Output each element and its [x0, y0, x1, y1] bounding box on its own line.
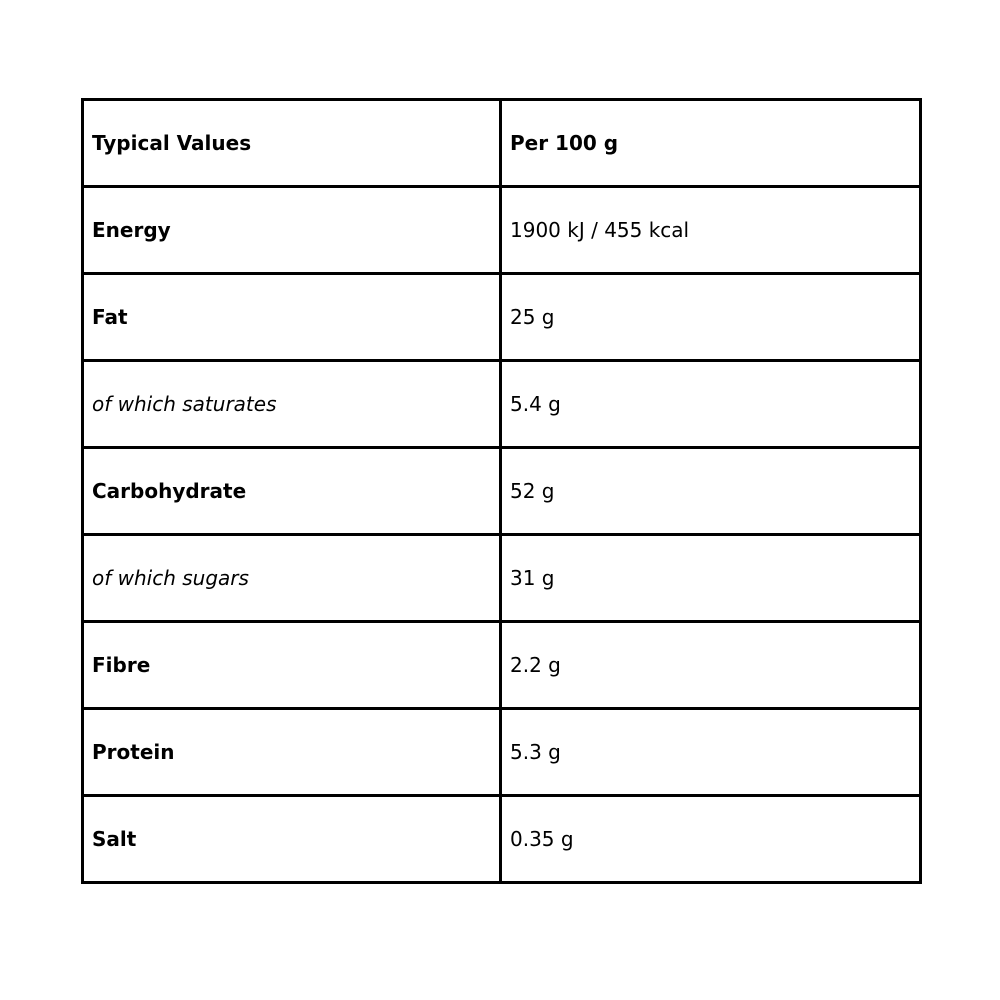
table-row-fat [83, 274, 921, 361]
table-row-salt [83, 796, 921, 883]
table-row-carbohydrate [83, 448, 921, 535]
row-label-sugars: of which sugars [83, 535, 501, 622]
row-value-fibre: 2.2 g [501, 622, 921, 709]
table-row-energy [83, 187, 921, 274]
row-label-energy: Energy [83, 187, 501, 274]
row-label-fibre: Fibre [83, 622, 501, 709]
row-value-energy: 1900 kJ / 455 kcal [501, 187, 921, 274]
row-label-protein: Protein [83, 709, 501, 796]
row-value-sugars: 31 g [501, 535, 921, 622]
row-value-fat: 25 g [501, 274, 921, 361]
nutrition-table [81, 98, 922, 884]
table-row-protein [83, 709, 921, 796]
row-label-fat: Fat [83, 274, 501, 361]
row-value-salt: 0.35 g [501, 796, 921, 883]
table-header-row [83, 100, 921, 187]
table-row-fibre [83, 622, 921, 709]
table-row-sugars [83, 535, 921, 622]
row-label-salt: Salt [83, 796, 501, 883]
row-label-carbohydrate: Carbohydrate [83, 448, 501, 535]
header-value-cell: Per 100 g [501, 100, 921, 187]
table-row-saturates [83, 361, 921, 448]
row-label-saturates: of which saturates [83, 361, 501, 448]
header-label-cell: Typical Values [83, 100, 501, 187]
row-value-saturates: 5.4 g [501, 361, 921, 448]
row-value-protein: 5.3 g [501, 709, 921, 796]
row-value-carbohydrate: 52 g [501, 448, 921, 535]
